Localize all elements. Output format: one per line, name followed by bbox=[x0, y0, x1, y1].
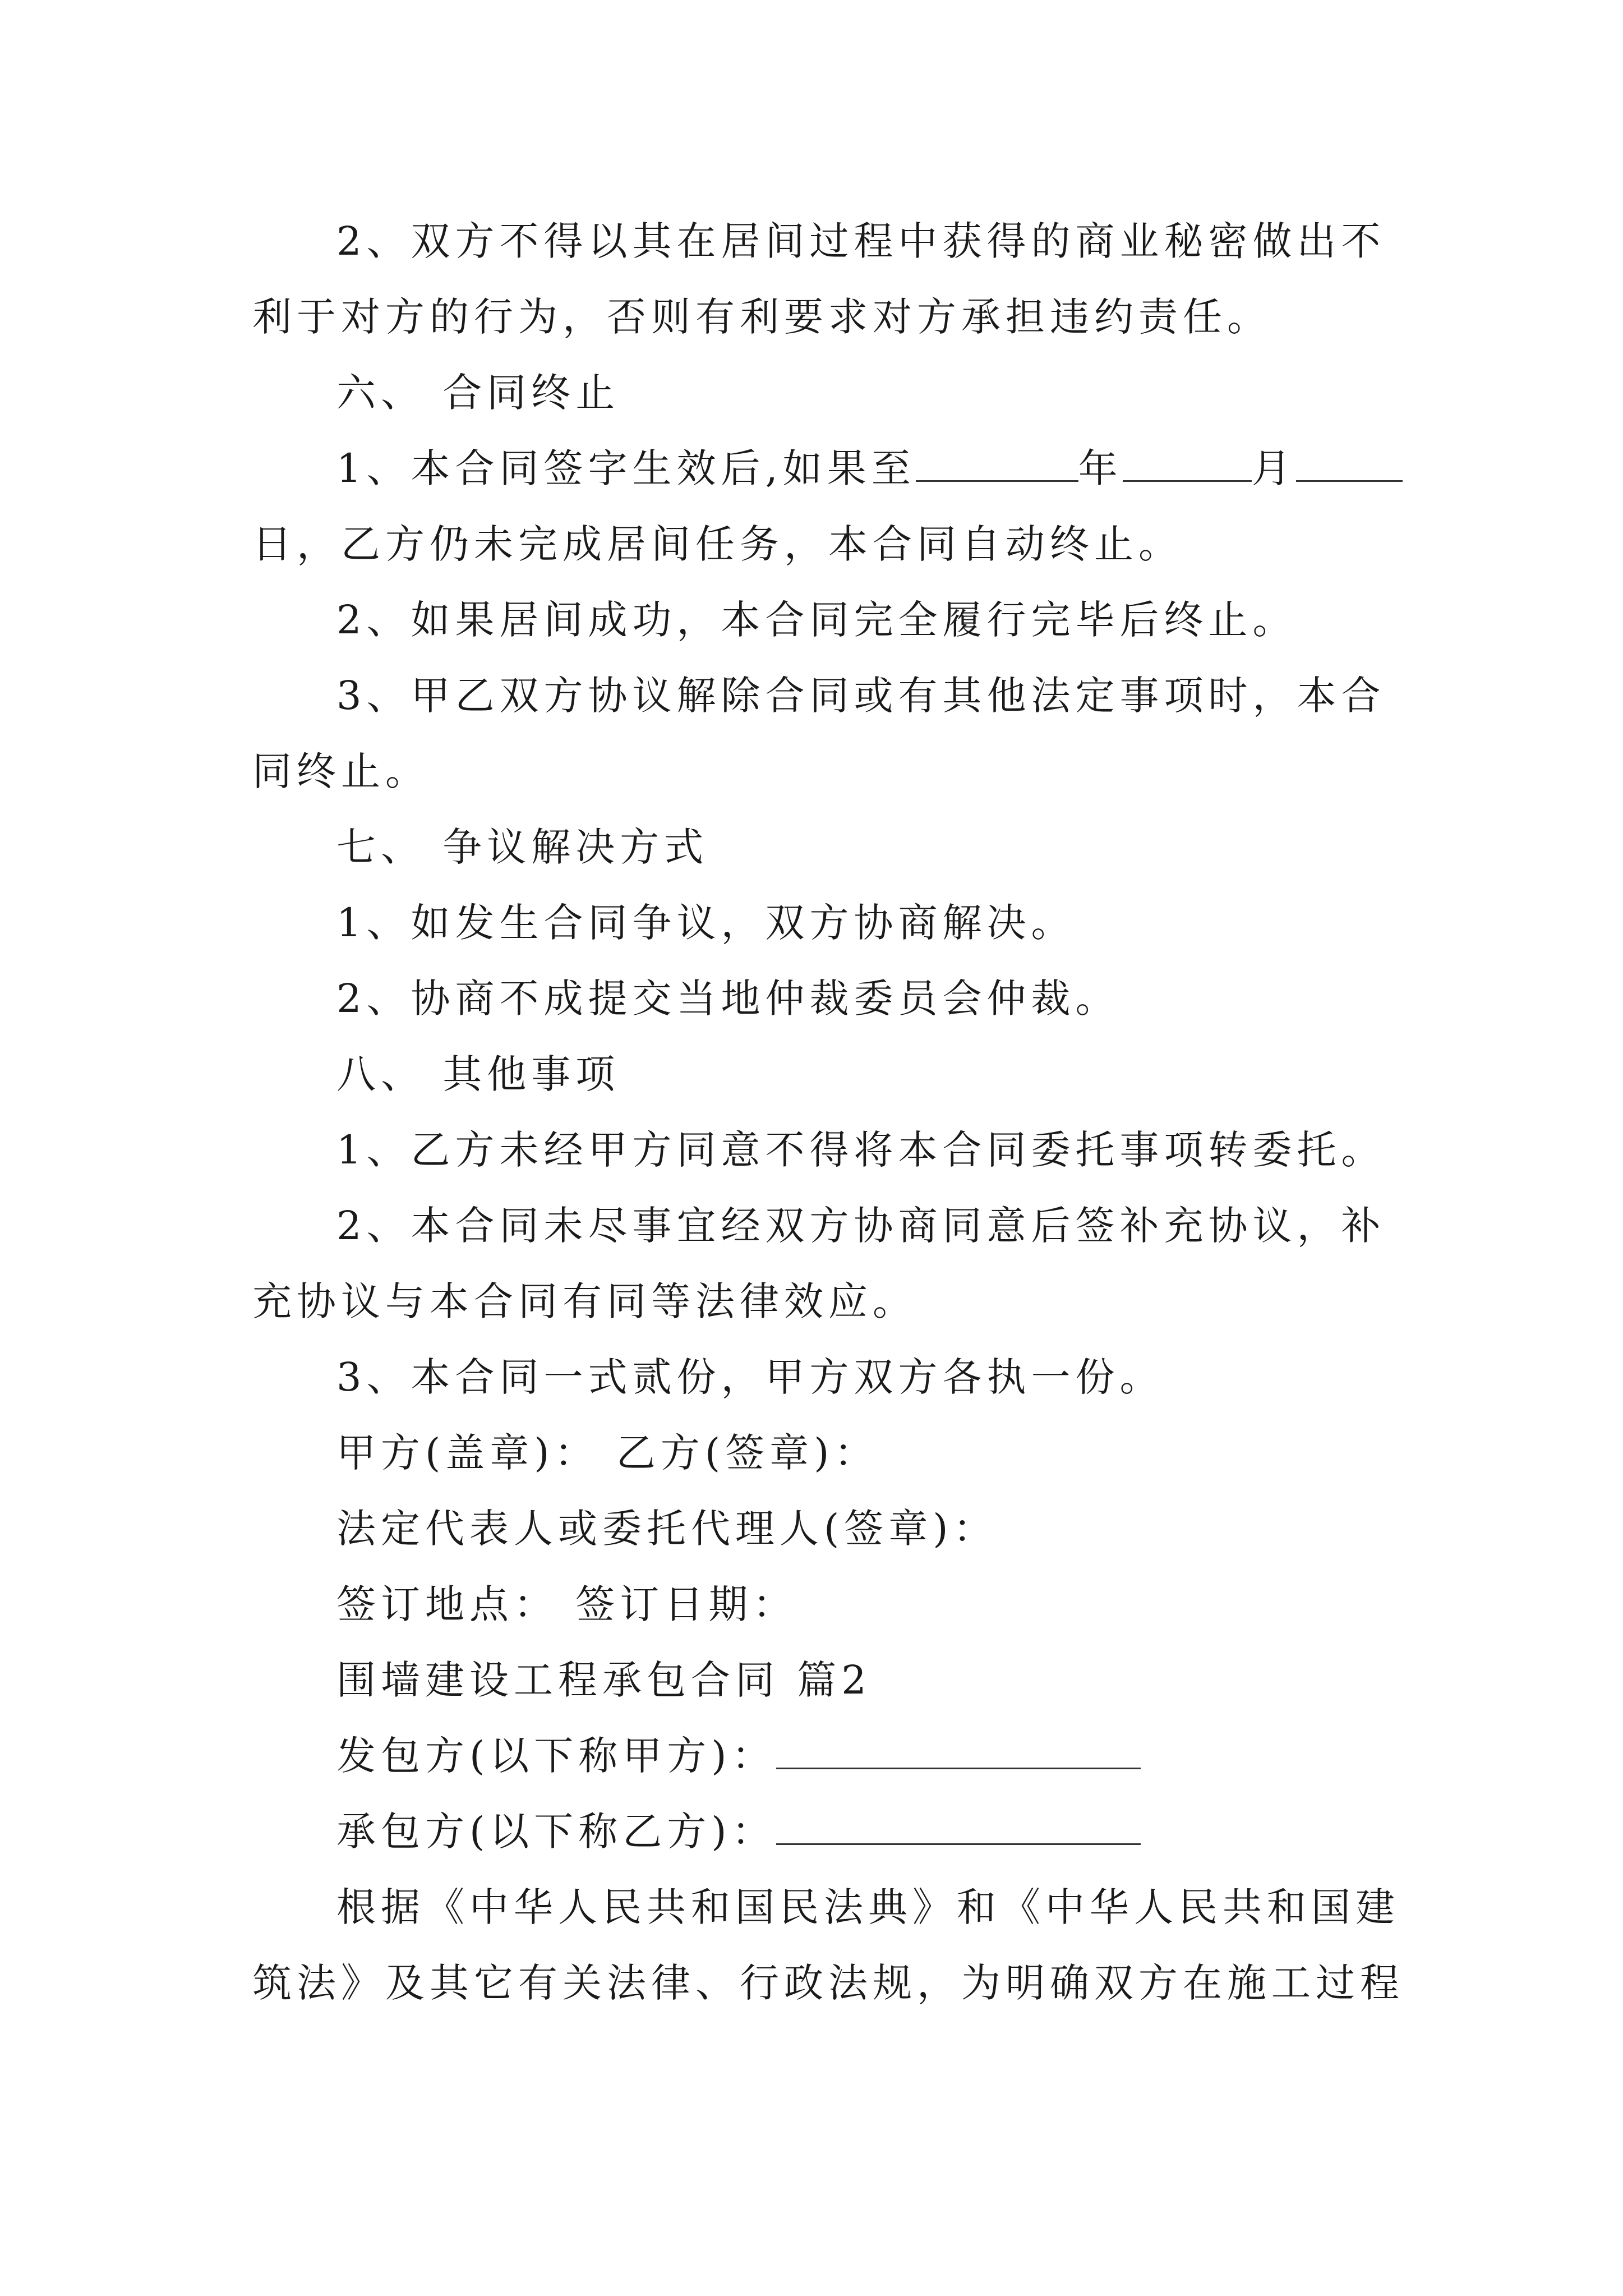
basis-line-1: 根据《中华人民共和国民法典》和《中华人民共和国建 bbox=[336, 1884, 1400, 1930]
party-b-label: 承包方(以下称乙方)： bbox=[336, 1809, 776, 1855]
signature-place-date: 签订地点： 签订日期： bbox=[336, 1581, 797, 1627]
clause-8-2-line-1: 2、本合同未尽事宜经双方协商同意后签补充协议，补 bbox=[336, 1203, 1386, 1249]
section-6-heading: 六、 合同终止 bbox=[336, 370, 620, 416]
clause-6-2: 2、如果居间成功，本合同完全履行完毕后终止。 bbox=[336, 597, 1297, 643]
day-blank bbox=[1296, 445, 1403, 482]
clause-6-1-text: 1、本合同签字生效后,如果至 bbox=[336, 445, 916, 491]
clause-6-1-line-1 bbox=[336, 443, 1403, 494]
party-a-label: 发包方(以下称甲方)： bbox=[336, 1733, 776, 1779]
clause-7-2: 2、协商不成提交当地仲裁委员会仲裁。 bbox=[336, 976, 1120, 1022]
month-blank bbox=[1123, 445, 1252, 482]
clause-6-1-line-2: 日，乙方仍未完成居间任务，本合同自动终止。 bbox=[252, 521, 1183, 567]
signature-representative: 法定代表人或委托代理人(签章)： bbox=[336, 1506, 998, 1552]
clause-8-3: 3、本合同一式贰份，甲方双方各执一份。 bbox=[336, 1354, 1164, 1400]
clause-7-1: 1、如发生合同争议，双方协商解决。 bbox=[336, 900, 1076, 946]
clause-8-2-line-2: 充协议与本合同有同等法律效应。 bbox=[252, 1278, 917, 1324]
party-b-blank bbox=[776, 1809, 1141, 1845]
signature-parties: 甲方(盖章)： 乙方(签章)： bbox=[336, 1430, 879, 1476]
section-2-title: 围墙建设工程承包合同 篇2 bbox=[336, 1657, 872, 1703]
section-7-heading: 七、 争议解决方式 bbox=[336, 824, 709, 870]
month-label: 月 bbox=[1251, 445, 1296, 491]
clause-6-3-line-1: 3、甲乙双方协议解除合同或有其他法定事项时，本合 bbox=[336, 673, 1386, 719]
year-blank bbox=[916, 445, 1078, 482]
basis-line-2: 筑法》及其它有关法律、行政法规，为明确双方在施工过程 bbox=[252, 1960, 1404, 2006]
year-label: 年 bbox=[1078, 445, 1123, 491]
clause-5-2-line-2: 利于对方的行为，否则有利要求对方承担违约责任。 bbox=[252, 294, 1271, 340]
clause-8-1: 1、乙方未经甲方同意不得将本合同委托事项转委托。 bbox=[336, 1127, 1386, 1173]
party-a-line bbox=[336, 1731, 1141, 1781]
clause-5-2-line-1: 2、双方不得以其在居间过程中获得的商业秘密做出不 bbox=[336, 218, 1386, 264]
clause-6-3-line-2: 同终止。 bbox=[252, 748, 430, 794]
section-8-heading: 八、 其他事项 bbox=[336, 1051, 620, 1097]
party-a-blank bbox=[776, 1733, 1141, 1769]
party-b-line bbox=[336, 1806, 1141, 1857]
